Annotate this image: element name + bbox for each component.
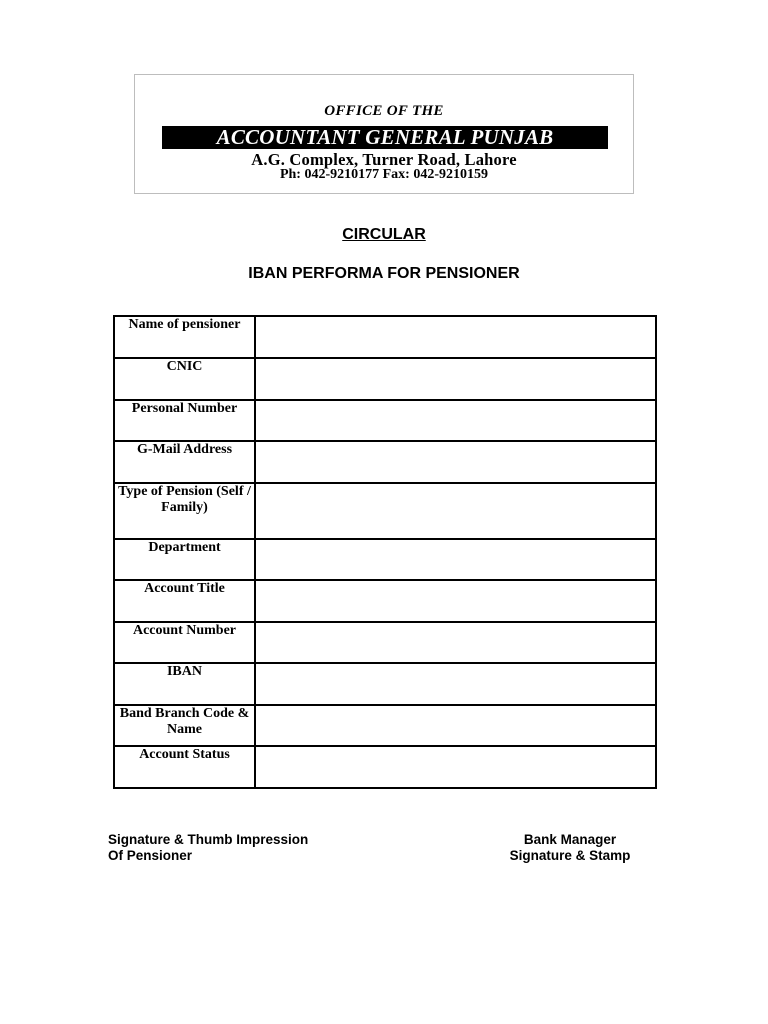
field-label: Type of Pension (Self / Family): [114, 483, 255, 539]
phone-fax: Ph: 042-9210177 Fax: 042-9210159: [279, 167, 489, 182]
field-label: Account Status: [114, 746, 255, 788]
field-label: Account Title: [114, 580, 255, 622]
pensioner-signature-block: [108, 832, 308, 864]
iban-field[interactable]: [255, 663, 656, 705]
gmail-address-field[interactable]: [255, 441, 656, 483]
form-row-account-number: [114, 622, 656, 663]
field-label: Personal Number: [114, 400, 255, 441]
department-field[interactable]: [255, 539, 656, 580]
branch-code-name-field[interactable]: [255, 705, 656, 746]
cnic-field[interactable]: [255, 358, 656, 400]
form-row-department: [114, 539, 656, 580]
org-name-banner: ACCOUNTANT GENERAL PUNJAB: [162, 126, 608, 149]
form-row-branch: [114, 705, 656, 746]
form-row-pension-type: [114, 483, 656, 539]
form-row-name: [114, 316, 656, 358]
field-label: Name of pensioner: [114, 316, 255, 358]
field-label: Department: [114, 539, 255, 580]
pensioner-signature-line1: Signature & Thumb Impression: [108, 832, 309, 847]
bank-manager-line1: Bank Manager: [523, 832, 617, 847]
form-row-gmail: [114, 441, 656, 483]
office-line: OFFICE OF THE: [324, 103, 444, 119]
bank-manager-line2: Signature & Stamp: [509, 848, 631, 863]
pensioner-signature-line2: Of Pensioner: [108, 848, 193, 863]
field-label: IBAN: [114, 663, 255, 705]
personal-number-field[interactable]: [255, 400, 656, 441]
account-number-field[interactable]: [255, 622, 656, 663]
office-address: A.G. Complex, Turner Road, Lahore: [251, 150, 517, 169]
form-row-account-title: [114, 580, 656, 622]
name-of-pensioner-field[interactable]: [255, 316, 656, 358]
document-title: IBAN PERFORMA FOR PENSIONER: [248, 265, 520, 282]
pension-type-field[interactable]: [255, 483, 656, 539]
field-label: Account Number: [114, 622, 255, 663]
form-row-cnic: [114, 358, 656, 400]
account-title-field[interactable]: [255, 580, 656, 622]
form-row-account-status: [114, 746, 656, 788]
pensioner-form-table: [113, 315, 657, 789]
form-row-personal-number: [114, 400, 656, 441]
field-label: CNIC: [114, 358, 255, 400]
circular-heading: CIRCULAR: [342, 226, 426, 243]
account-status-field[interactable]: [255, 746, 656, 788]
bank-manager-signature-block: [490, 832, 650, 864]
letterhead: [134, 74, 634, 194]
field-label: Band Branch Code & Name: [114, 705, 255, 746]
form-row-iban: [114, 663, 656, 705]
field-label: G-Mail Address: [114, 441, 255, 483]
